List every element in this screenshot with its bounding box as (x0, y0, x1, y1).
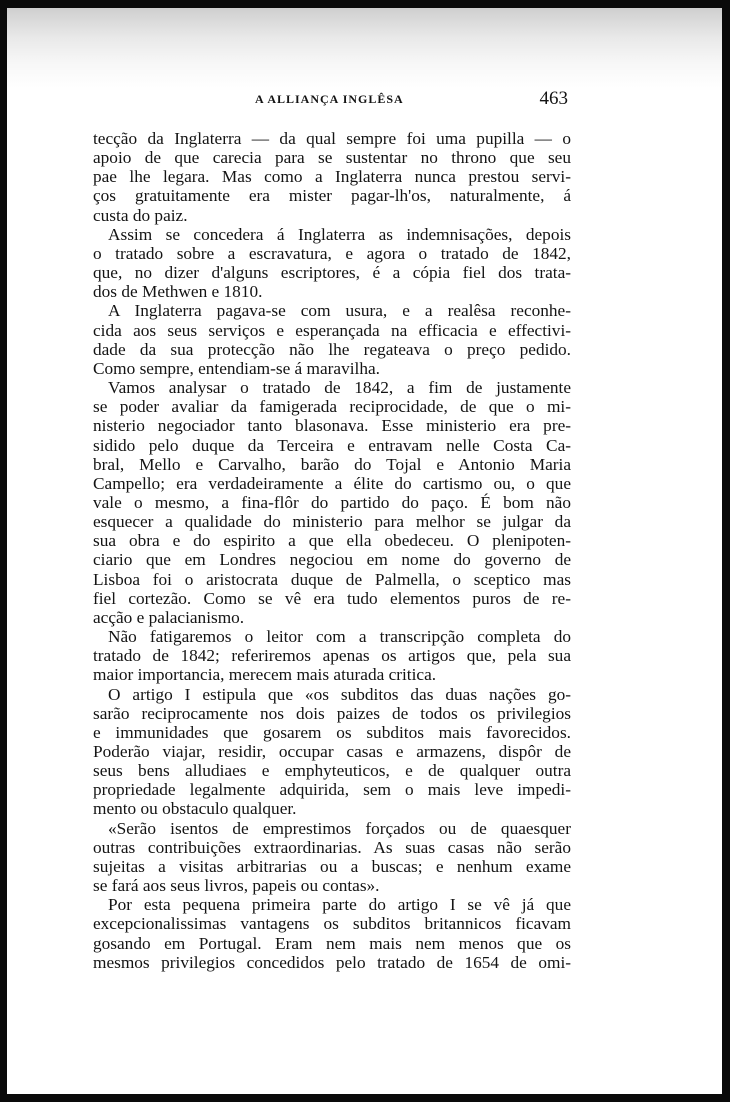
text-line: dos de Methwen e 1810. (93, 282, 263, 302)
text-line: «Serão isentos de emprestimos forçados ou de quaesquer (108, 818, 571, 838)
text-line: Poderão viajar, residir, occupar casas e armazens, dispôr de (93, 742, 571, 761)
text-line: sua obra e do espirito a que ella obedeceu. O plenipoten- (93, 531, 571, 551)
text-line: Assim se concedera á Inglaterra as indemnisações, depois (108, 224, 571, 244)
text-line: sarão reciprocamente nos dois paizes de todos os privilegios (93, 703, 571, 723)
text-line: ços gratuitamente era mister pagar-lh'os, naturalmente, á (93, 186, 571, 206)
text-line: o tratado sobre a escravatura, e agora o tratado de 1842, (93, 243, 571, 263)
text-line: Por esta pequena primeira parte do artigo I se vê já que (108, 895, 571, 915)
text-line: dade da sua protecção não lhe regateava o preço pedido. (93, 339, 571, 359)
text-line: O artigo I estipula que «os subditos das duas nações go- (108, 684, 571, 704)
text-line: Como sempre, entendiam-se á maravilha. (93, 358, 380, 378)
text-line: maior importancia, merecem mais aturada critica. (93, 665, 437, 685)
text-line: custa do paiz. (93, 205, 188, 225)
text-line: se fará aos seus livros, papeis ou contas». (93, 876, 380, 896)
text-line: mesmos privilegios concedidos pelo tratado de 1654 de omi- (93, 952, 571, 972)
text-line: nisterio negociador tanto blasonava. Esse ministerio era pre- (93, 416, 571, 436)
text-line: gosando em Portugal. Eram nem mais nem menos que os (93, 933, 571, 953)
text-line: sujeitas a visitas arbitrarias ou a buscas; e nenhum exame (93, 856, 571, 876)
text-line: outras contribuições extraordinarias. As suas casas não serão (93, 837, 571, 857)
text-line: pae lhe legara. Mas como a Inglaterra nunca prestou servi- (93, 167, 571, 187)
text-line: ciario que em Londres negociou em nome do governo de (93, 550, 571, 570)
text-line: tratado de 1842; referiremos apenas os artigos que, pela sua (93, 646, 571, 666)
text-line: seus bens alludiaes e emphyteuticos, e de qualquer outra (93, 761, 571, 781)
text-line: e immunidades que gosarem os subditos mais favorecidos. (93, 722, 571, 742)
text-line: Não fatigaremos o leitor com a transcripção completa do (108, 627, 571, 647)
text-line: bral, Mello e Carvalho, barão do Tojal e Antonio Maria (93, 454, 571, 474)
text-line: propriedade legalmente adquirida, sem o mais leve impedi- (93, 780, 571, 800)
text-line: esquecer a qualidade do ministerio para melhor se julgar da (93, 512, 571, 532)
text-line: excepcionalissimas vantagens os subditos britannicos ficavam (93, 914, 571, 934)
text-line: Lisboa foi o aristocrata duque de Palmella, o sceptico mas (93, 569, 571, 589)
text-line: Vamos analysar o tratado de 1842, a fim de justamente (108, 378, 571, 398)
text-line: A Inglaterra pagava-se com usura, e a realêsa reconhe- (108, 301, 571, 321)
text-line: fiel cortezão. Como se vê era tudo elementos puros de re- (93, 588, 571, 608)
text-line: Campello; era verdadeiramente a élite do cartismo ou, o que (93, 473, 571, 493)
page-number: 463 (539, 88, 568, 109)
text-line: se poder avaliar da famigerada reciprocidade, de que o mi- (93, 397, 571, 417)
body-text (93, 129, 571, 972)
text-line: mento ou obstaculo qualquer. (93, 799, 297, 819)
running-title: A ALLIANÇA INGLÊSA (255, 92, 404, 106)
text-line: vale o mesmo, a fina-flôr do partido do paço. É bom não (93, 492, 571, 512)
text-line: apoio de que carecia para se sustentar no throno que seu (93, 148, 571, 168)
running-header (90, 88, 570, 112)
text-line: tecção da Inglaterra — da qual sempre foi uma pupilla — o (93, 129, 571, 148)
text-line: que, no dizer d'alguns escriptores, é a cópia fiel dos trata- (93, 263, 571, 283)
text-line: acção e palacianismo. (93, 607, 245, 627)
text-line: sidido pelo duque da Terceira e entravam nelle Costa Ca- (93, 435, 571, 455)
text-line: cida aos seus serviços e esperançada na efficacia e effectivi- (93, 320, 571, 340)
